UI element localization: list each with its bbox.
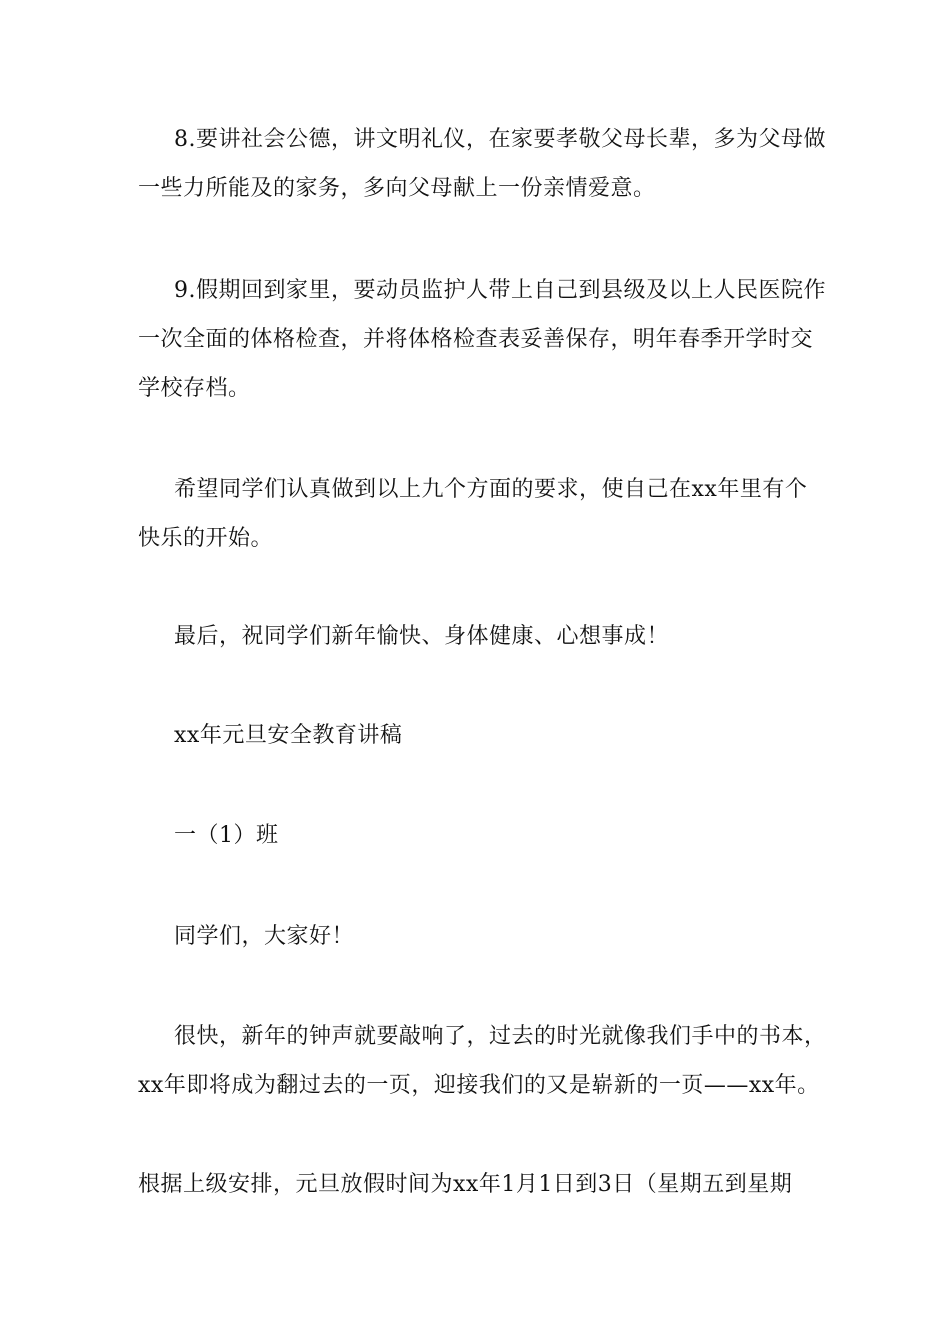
greeting: 同学们，大家好！ xyxy=(174,924,355,949)
paragraph-item-8-line-1: 8.要讲社会公德，讲文明礼仪，在家要孝敬父母长辈，多为父母做 xyxy=(174,127,826,152)
paragraph-wishes: 最后，祝同学们新年愉快、身体健康、心想事成！ xyxy=(174,624,670,649)
paragraph-intro-line-1: 很快，新年的钟声就要敲响了，过去的时光就像我们手中的书本， xyxy=(174,1024,827,1049)
paragraph-hope-line-2: 快乐的开始。 xyxy=(138,526,274,551)
paragraph-hope-line-1: 希望同学们认真做到以上九个方面的要求，使自己在xx年里有个 xyxy=(174,477,808,502)
paragraph-intro-line-2: xx年即将成为翻过去的一页，迎接我们的又是崭新的一页——xx年。 xyxy=(138,1073,820,1098)
paragraph-item-9-line-1: 9.假期回到家里，要动员监护人带上自己到县级及以上人民医院作 xyxy=(174,278,826,303)
speech-title: xx年元旦安全教育讲稿 xyxy=(174,723,403,748)
paragraph-item-8-line-2: 一些力所能及的家务，多向父母献上一份亲情爱意。 xyxy=(138,176,656,201)
paragraph-item-9-line-3: 学校存档。 xyxy=(138,376,251,401)
class-label: 一（1）班 xyxy=(174,823,279,848)
paragraph-schedule-line-1: 根据上级安排，元旦放假时间为xx年1月1日到3日（星期五到星期 xyxy=(138,1172,793,1197)
paragraph-item-9-line-2: 一次全面的体格检查，并将体格检查表妥善保存，明年春季开学时交 xyxy=(138,327,814,352)
